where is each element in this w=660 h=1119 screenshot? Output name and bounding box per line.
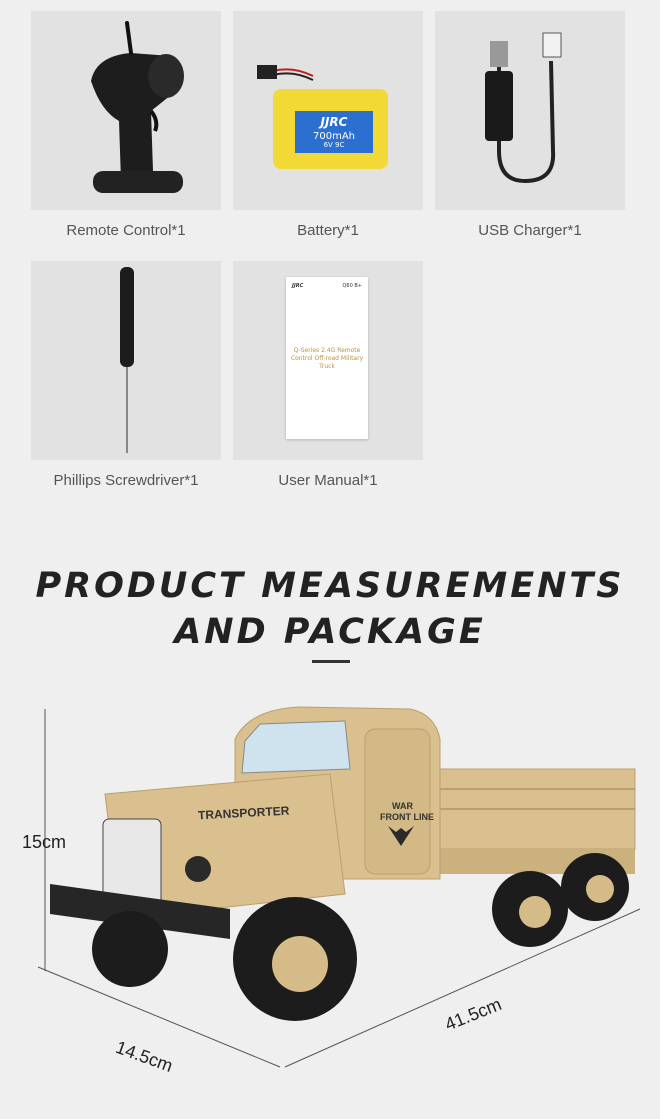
item-label: Battery*1 [297,222,359,239]
item-label: Phillips Screwdriver*1 [53,472,199,489]
manual-title: Q-Series 2.4G Remote Control Off-road Military Truck [290,347,364,370]
item-card-battery [233,11,423,239]
battery-brand: JJRC [320,115,348,129]
manual-brand: JJRC [292,283,304,289]
item-label: User Manual*1 [278,472,378,489]
item-card-screwdriver [31,261,221,489]
item-card-usb-charger [435,11,625,239]
item-label: USB Charger*1 [478,222,582,239]
item-label: Remote Control*1 [66,222,186,239]
battery-icon [233,11,423,210]
screwdriver-icon [31,261,221,460]
dimension-width: 14.5cm [113,1037,176,1076]
section-title-line2: AND PACKAGE [174,612,486,652]
usb-charger-icon [435,11,625,210]
remote-control-icon [31,11,221,210]
battery-capacity: 700mAh [312,131,355,142]
title-divider [312,660,350,663]
truck-illustration [0,669,660,1119]
dimension-height: 15cm [22,832,67,852]
manual-model: Q60 B+ [342,283,362,289]
door-emblem-icon [388,826,414,846]
door-text-war: WAR [392,801,413,811]
dimension-length: 41.5cm [442,993,505,1035]
section-title-line1: PRODUCT MEASUREMENTS [35,566,625,606]
door-text-front-line: FRONT LINE [380,812,434,822]
hood-text: TRANSPORTER [197,803,290,823]
battery-voltage: 6V 9C [323,141,345,149]
item-card-user-manual [233,261,423,489]
user-manual-icon [286,277,368,439]
item-card-remote-control [31,11,221,239]
